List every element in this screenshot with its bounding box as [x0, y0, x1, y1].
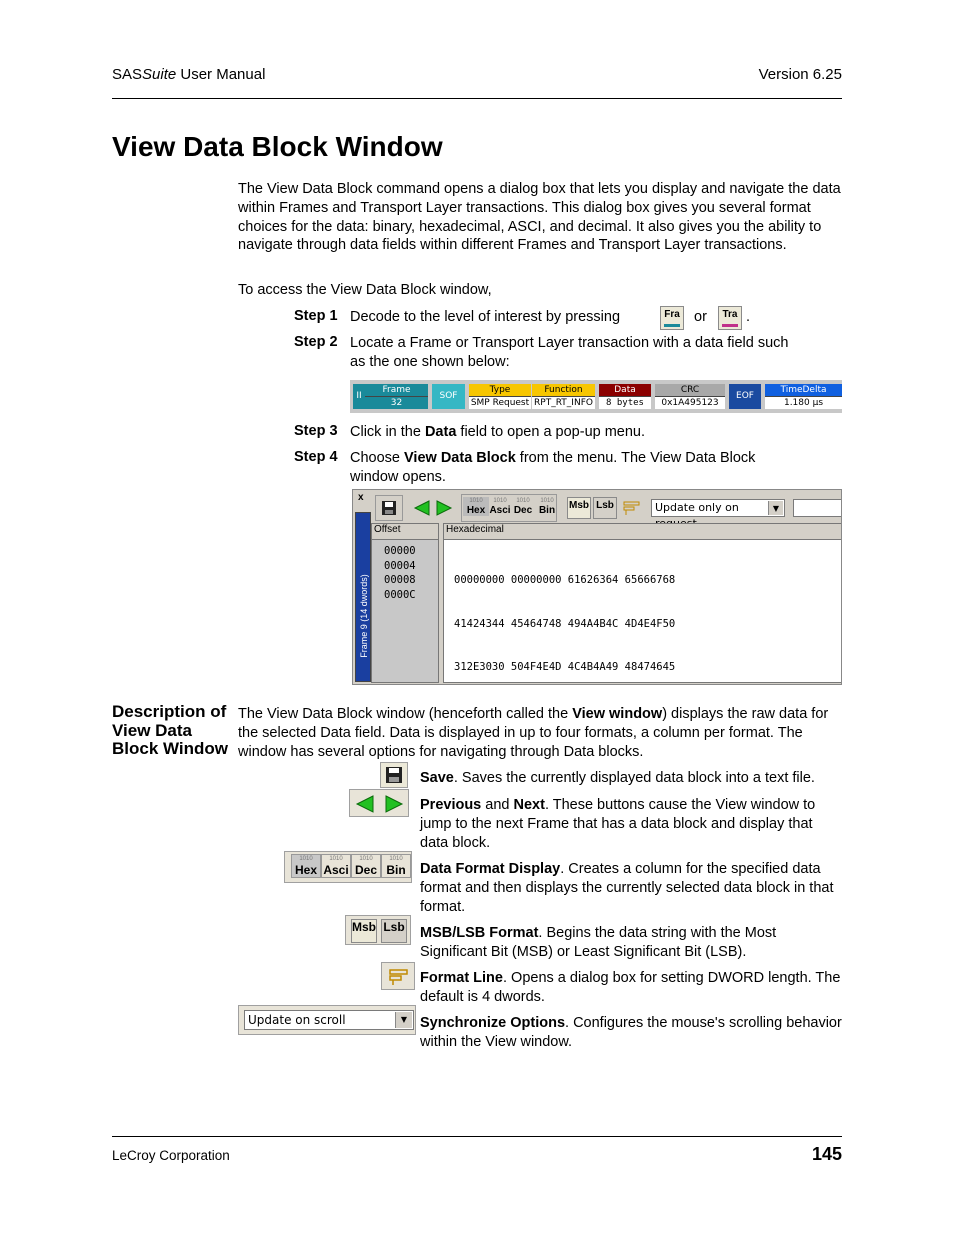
- eof-cell[interactable]: EOF: [729, 384, 761, 409]
- save-button[interactable]: [375, 495, 403, 521]
- running-header-version: Version 6.25: [758, 66, 842, 83]
- sync-options-combo: Update on scroll ▼: [244, 1010, 414, 1030]
- save-example-button: [380, 762, 408, 788]
- prev-next-description: Previous and Next. These buttons cause the View window to jump to the next Frame that has a data block and display that data block.: [420, 797, 816, 851]
- step-3-label: Step 3: [294, 423, 338, 439]
- frame-side-panel: [355, 512, 371, 682]
- bin-format-button[interactable]: 1010 Bin: [538, 498, 556, 516]
- dec-format-button[interactable]: 1010 Dec: [513, 498, 533, 516]
- format-button-group: [461, 494, 557, 522]
- asci-format-button: 1010 Asci: [321, 854, 351, 878]
- data-format-example: [284, 851, 412, 883]
- hex-data: [444, 540, 842, 685]
- header-rule: [112, 98, 842, 99]
- view-data-block-window: [352, 489, 842, 685]
- dropdown-arrow-icon: ▼: [395, 1012, 412, 1028]
- description-heading: Description of View Data Block Window: [112, 702, 229, 758]
- offset-cell: 00004: [384, 559, 416, 572]
- intro-paragraph: The View Data Block command opens a dialog box that lets you display and navigate the data within Frames and Transport Layer transactions. This dialog box gives you several format choices for the data: binary, hexadecimal, ASCI, and decimal. It also gives you the ability to navigate through data fields within different Frames and Transport Layer transactions.: [238, 181, 841, 254]
- lsb-button: Lsb: [381, 919, 407, 943]
- lsb-button[interactable]: Lsb: [593, 497, 617, 519]
- format-line-icon: [389, 968, 409, 986]
- hex-format-button: 1010 Hex: [291, 854, 321, 878]
- offset-cell: 00008: [384, 574, 416, 586]
- offset-header: Offset: [372, 524, 438, 540]
- data-format-description: Data Format Display. Creates a column for the specified data format and then displays the currently selected data block in that format.: [420, 861, 834, 915]
- save-description: Save. Saves the currently displayed data block into a text file.: [420, 770, 815, 786]
- step-4-text: Choose View Data Block from the menu. The View Data Block window opens.: [350, 450, 756, 485]
- offset-cell: 0000C: [384, 588, 416, 601]
- frame-cell[interactable]: Frame 32: [365, 384, 428, 409]
- hex-header: Hexadecimal: [444, 524, 842, 540]
- toolbar-extra-field[interactable]: [793, 499, 842, 517]
- msb-button: Msb: [351, 919, 377, 943]
- hex-row: 00000000 00000000 61626364 65666768: [454, 574, 676, 586]
- prev-next-example: [349, 789, 409, 817]
- timedelta-cell[interactable]: TimeDelta 1.180 µs: [765, 384, 842, 409]
- running-header-title: SASSuite User Manual: [112, 66, 266, 83]
- previous-arrow-icon[interactable]: [413, 499, 431, 517]
- frame-side-label: Frame 9 (14 dwords): [359, 574, 369, 658]
- step-1-text: Decode to the level of interest by pressing: [350, 309, 621, 325]
- offset-cell: 00000: [384, 545, 416, 557]
- sync-options-combo[interactable]: Update only on ▼: [651, 499, 785, 517]
- step-3-text: Click in the Data field to open a pop-up menu.: [350, 424, 646, 440]
- sync-options-example: [238, 1005, 416, 1035]
- offset-column: [371, 523, 439, 683]
- frame-color-bar: [664, 324, 680, 327]
- dec-format-button: 1010 Dec: [351, 854, 381, 878]
- page-title: View Data Block Window: [112, 131, 443, 162]
- msb-button[interactable]: Msb: [567, 497, 591, 519]
- next-arrow-icon[interactable]: [435, 499, 453, 517]
- type-cell[interactable]: Type SMP Request: [470, 385, 530, 408]
- format-line-icon[interactable]: [623, 500, 641, 516]
- previous-arrow-icon: [355, 794, 375, 814]
- frame-handle: II: [353, 384, 365, 409]
- step-1-or: or: [694, 309, 707, 325]
- step-4-label: Step 4: [294, 449, 338, 465]
- hex-column: [443, 523, 842, 683]
- asci-format-button[interactable]: 1010 Asci: [489, 498, 511, 516]
- frame-row-image: [350, 380, 842, 413]
- transport-color-bar: [722, 324, 738, 327]
- frame-level-button[interactable]: Fra: [660, 306, 684, 330]
- sof-cell[interactable]: SOF: [432, 384, 465, 409]
- floppy-disk-icon: [376, 496, 402, 520]
- description-intro: The View Data Block window (henceforth called the View window) displays the raw data for the selected Data field. Data is displayed in up to four formats, a column per format. The window has several options for navigating through Data blocks.: [238, 706, 829, 760]
- bin-format-button: 1010 Bin: [381, 854, 411, 878]
- offset-list: [372, 540, 438, 602]
- step-1-label: Step 1: [294, 308, 338, 324]
- msb-lsb-description: MSB/LSB Format. Begins the data string with the Most Significant Bit (MSB) or Least Significant Bit (LSB).: [420, 925, 777, 960]
- hex-format-button[interactable]: 1010 Hex: [463, 497, 489, 516]
- function-cell[interactable]: Function RPT_RT_INFO: [532, 384, 595, 409]
- sync-options-description: Synchronize Options. Configures the mouse's scrolling behavior within the View window.: [420, 1015, 842, 1050]
- window-close-icon[interactable]: x: [358, 492, 364, 503]
- step-2-label: Step 2: [294, 334, 338, 350]
- step-2-text: Locate a Frame or Transport Layer transaction with a data field such as the one shown below:: [350, 335, 789, 370]
- data-cell[interactable]: Data 8 bytes: [599, 384, 651, 409]
- crc-cell[interactable]: CRC 0x1A495123: [655, 384, 725, 409]
- page-number: 145: [811, 1144, 842, 1164]
- footer-company: LeCroy Corporation: [112, 1148, 230, 1163]
- footer-rule: [112, 1136, 842, 1137]
- step-1-end: .: [746, 309, 751, 325]
- next-arrow-icon: [384, 794, 404, 814]
- hex-row: 41424344 45464748 494A4B4C 4D4E4F50: [454, 617, 676, 630]
- transport-level-button[interactable]: Tra: [718, 306, 742, 330]
- msb-lsb-example: [345, 915, 411, 945]
- format-line-description: Format Line. Opens a dialog box for setting DWORD length. The default is 4 dwords.: [420, 970, 841, 1005]
- access-text: To access the View Data Block window,: [238, 282, 492, 298]
- hex-row: 312E3030 504F4E4D 4C4B4A49 48474645: [454, 661, 676, 673]
- dropdown-arrow-icon: ▼: [768, 501, 783, 515]
- format-line-example: [381, 962, 415, 990]
- floppy-disk-icon: [381, 763, 407, 787]
